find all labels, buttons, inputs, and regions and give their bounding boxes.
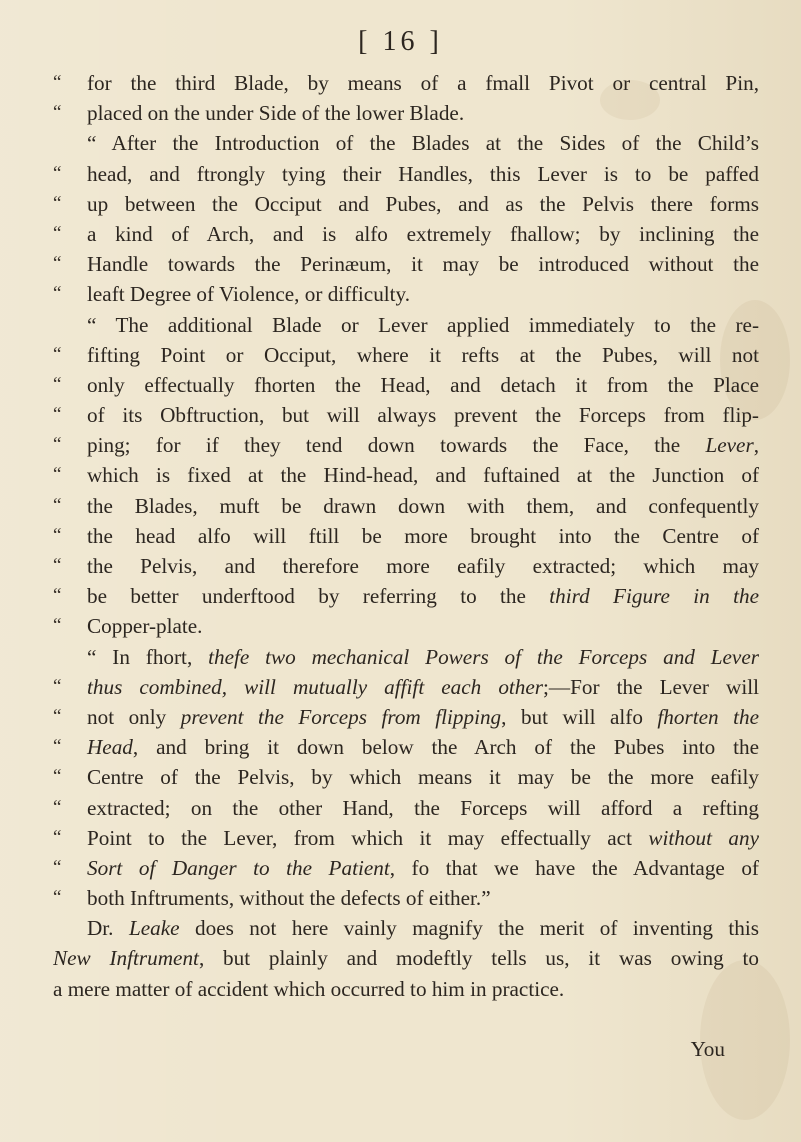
- quote-mark: “: [53, 615, 62, 637]
- text-line: [53, 219, 759, 249]
- quote-mark: “: [53, 464, 62, 486]
- quote-mark: “: [53, 72, 62, 93]
- quote-mark: “: [53, 796, 62, 818]
- line-text: New Inftrument, but plainly and modeftly tells us, it was owing to: [53, 946, 759, 971]
- line-text: a kind of Arch, and is alfo extremely fhallow; by inclining the: [87, 221, 759, 246]
- quote-mark: “: [53, 826, 62, 848]
- line-text: the Pelvis, and therefore more eafily extracted; which may: [87, 554, 759, 578]
- quote-mark: “: [53, 887, 62, 909]
- text-line: [53, 521, 759, 551]
- text-line: [53, 672, 759, 702]
- quote-mark: “: [53, 494, 62, 516]
- line-text: thus combined, will mutually affift each other;—For the Lever will: [87, 674, 759, 699]
- text-line: [53, 491, 759, 521]
- text-line: [53, 279, 759, 309]
- body-text: [53, 68, 759, 1004]
- line-text: Dr. Leake does not here vainly magnify the merit of inventing this: [87, 916, 759, 941]
- text-line: [53, 732, 759, 762]
- line-text: “ After the Introduction of the Blades at the Sides of the Child’s: [87, 131, 759, 156]
- text-line: [53, 581, 759, 611]
- text-line: [53, 460, 759, 490]
- line-text: Point to the Lever, from which it may effectually act without any: [87, 825, 759, 850]
- line-text: leaft Degree of Violence, or difficulty.: [87, 282, 411, 307]
- text-line: [53, 642, 759, 672]
- quote-mark: “: [53, 434, 62, 456]
- text-line: [53, 128, 759, 158]
- line-text: Centre of the Pelvis, by which means it may be the more eafily: [87, 765, 759, 790]
- text-line: [53, 340, 759, 370]
- line-text: “ In fhort, thefe two mechanical Powers of the Forceps and Lever: [87, 644, 759, 669]
- quote-mark: “: [53, 736, 62, 758]
- text-line: [53, 400, 759, 430]
- line-text: not only prevent the Forceps from flipping, but will alfo fhorten the: [87, 704, 759, 729]
- line-text: fifting Point or Occiput, where it refts at the Pubes, will not: [87, 342, 759, 367]
- text-line: [53, 430, 759, 460]
- text-line: [53, 943, 759, 973]
- text-line: [53, 793, 759, 823]
- text-line: [53, 310, 759, 340]
- text-line: [53, 823, 759, 853]
- line-text: placed on the under Side of the lower Blade.: [87, 101, 465, 126]
- line-text: ping; for if they tend down towards the Face, the Lever,: [87, 433, 759, 458]
- line-text: only effectually fhorten the Head, and detach it from the Place: [87, 372, 759, 397]
- text-line: [53, 159, 759, 189]
- text-line: [53, 853, 759, 883]
- quote-mark: “: [53, 555, 62, 576]
- text-line: [53, 551, 759, 581]
- quote-mark: “: [53, 705, 62, 727]
- line-text: “ The additional Blade or Lever applied immediately to the re-: [87, 312, 759, 337]
- line-text: head, and ftrongly tying their Handles, this Lever is to be paffed: [87, 161, 759, 186]
- text-line: [53, 913, 759, 943]
- line-text: for the third Blade, by means of a fmall Pivot or central Pin,: [87, 71, 759, 95]
- quote-mark: “: [53, 253, 62, 275]
- catchword: You: [690, 1037, 725, 1061]
- quote-mark: “: [53, 162, 62, 184]
- line-text: Copper-plate.: [87, 614, 203, 639]
- text-line: [53, 762, 759, 792]
- quote-mark: “: [53, 343, 62, 365]
- quote-mark: “: [53, 222, 62, 244]
- quote-mark: “: [53, 283, 62, 305]
- line-text: a mere matter of accident which occurred to him in practice.: [53, 976, 565, 1001]
- text-line: [53, 249, 759, 279]
- text-line: [53, 974, 759, 1004]
- text-line: [53, 702, 759, 732]
- quote-mark: “: [53, 404, 62, 426]
- line-text: both Inftruments, without the defects of either.”: [87, 886, 491, 911]
- quote-mark: “: [53, 373, 62, 395]
- line-text: up between the Occiput and Pubes, and as the Pelvis there forms: [87, 191, 759, 216]
- text-line: [53, 98, 759, 128]
- text-line: [53, 883, 759, 913]
- quote-mark: “: [53, 585, 62, 607]
- quote-mark: “: [53, 524, 62, 546]
- text-line: [53, 611, 759, 641]
- line-text: Handle towards the Perinæum, it may be introduced without the: [87, 252, 759, 277]
- quote-mark: “: [53, 766, 62, 788]
- line-text: Sort of Danger to the Patient, fo that we have the Advantage of: [87, 855, 759, 880]
- text-line: [53, 189, 759, 219]
- line-text: extracted; on the other Hand, the Forceps will afford a refting: [87, 795, 759, 820]
- quote-mark: “: [53, 102, 62, 124]
- line-text: be better underftood by referring to the third Figure in the: [87, 584, 759, 609]
- line-text: the head alfo will ftill be more brought into the Centre of: [87, 523, 759, 548]
- text-line: [53, 68, 759, 98]
- text-line: [53, 370, 759, 400]
- quote-mark: “: [53, 856, 62, 878]
- quote-mark: “: [53, 675, 62, 697]
- line-text: of its Obftruction, but will always prevent the Forceps from flip-: [87, 403, 759, 428]
- line-text: which is fixed at the Hind-head, and fuftained at the Junction of: [87, 463, 759, 488]
- page-number: [ 16 ]: [358, 26, 443, 57]
- line-text: Head, and bring it down below the Arch of the Pubes into the: [87, 735, 759, 760]
- line-text: the Blades, muft be drawn down with them, and confequently: [87, 493, 759, 518]
- quote-mark: “: [53, 192, 62, 214]
